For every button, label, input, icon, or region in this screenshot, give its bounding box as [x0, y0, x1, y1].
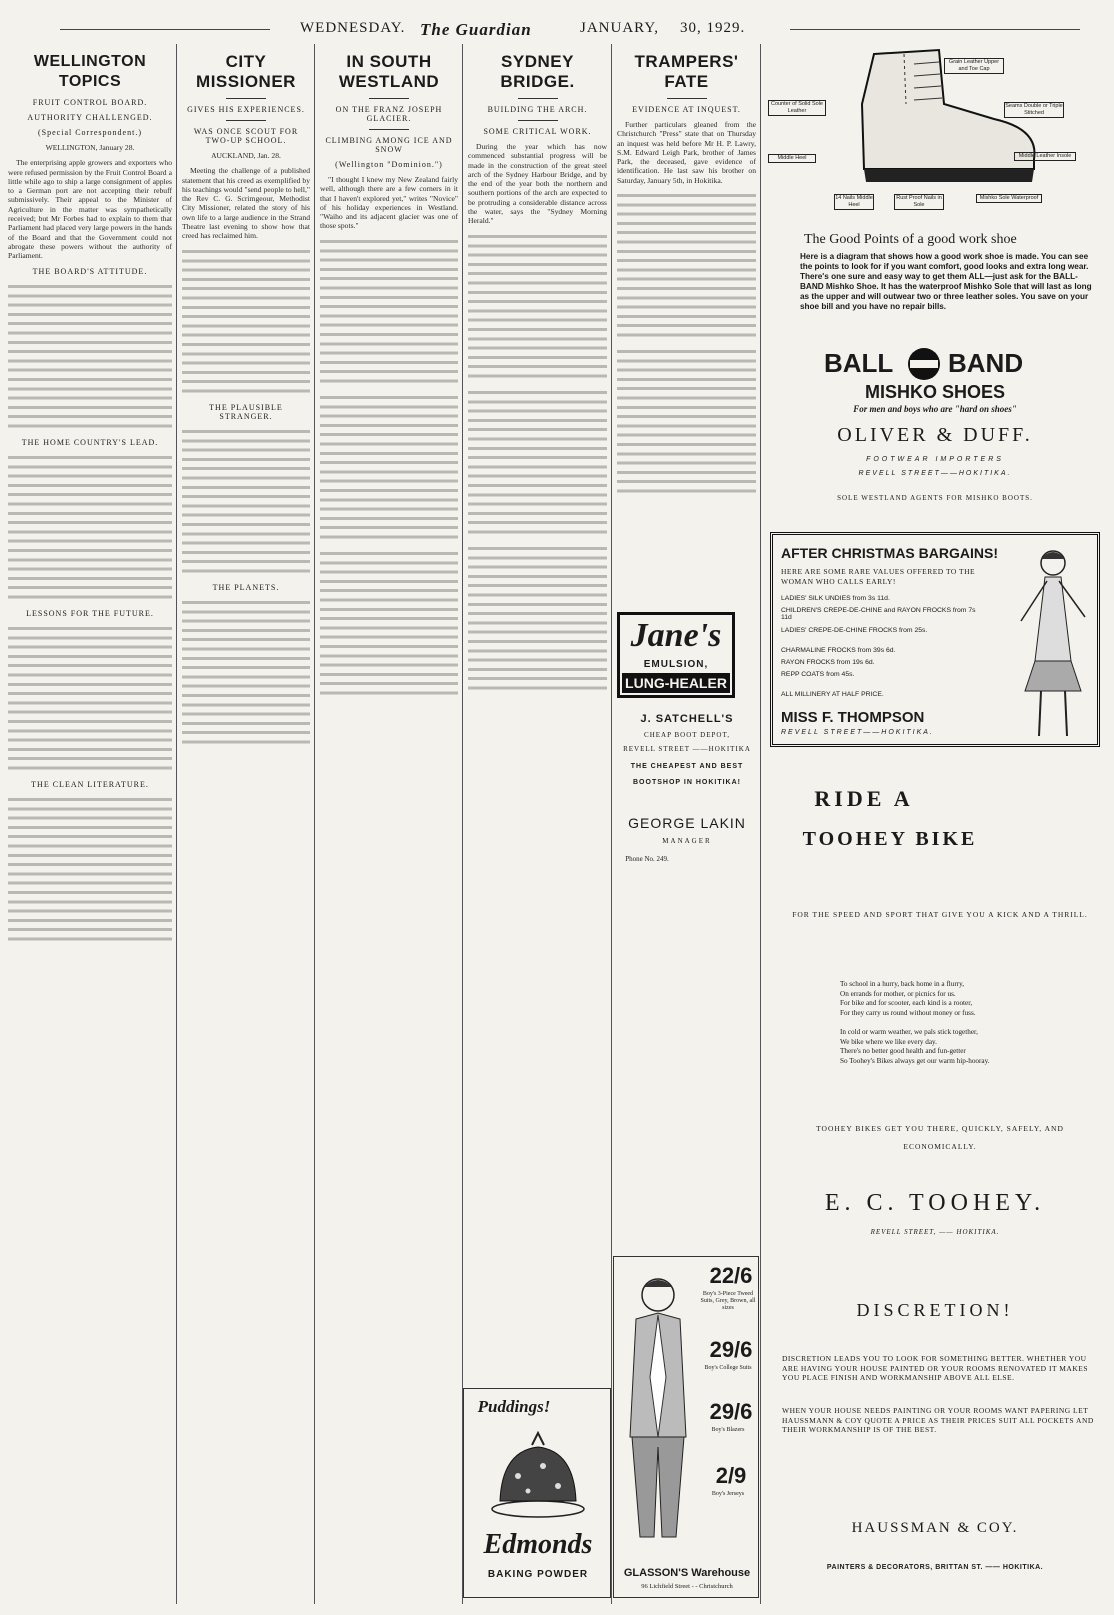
- bargains-ad: [770, 532, 1100, 747]
- article-body: [320, 237, 458, 387]
- article-body: [468, 232, 607, 382]
- article-trampers-fate: [613, 44, 760, 609]
- edmonds-ad: [463, 1388, 611, 1598]
- satchell-addr: REVELL STREET ——HOKITIKA: [623, 745, 751, 753]
- satchell-line2: BOOTSHOP IN HOKITIKA!: [633, 779, 741, 786]
- article-body: [320, 393, 458, 543]
- article-body: [182, 247, 310, 397]
- ballband-emblem-icon: [906, 346, 942, 382]
- satchell-ad: [617, 705, 757, 935]
- toohey-poem: [840, 980, 1080, 1066]
- shoe-title: The Good Points of a good work shoe: [804, 232, 1017, 247]
- subhead: (Wellington "Dominion."): [335, 160, 443, 169]
- headline: WELLINGTON TOPICS: [33, 53, 147, 90]
- ballband-logo: [824, 348, 1084, 378]
- column-rule: [611, 44, 612, 1604]
- subhead: EVIDENCE AT INQUEST.: [632, 105, 741, 114]
- section-heading: THE BOARD'S ATTITUDE.: [32, 266, 148, 276]
- divider: [518, 98, 558, 99]
- shoe-label: Seams Double or Triple Stitched: [1005, 103, 1063, 116]
- glasson-price: 29/6: [709, 1399, 753, 1424]
- column-rule: [314, 44, 315, 1604]
- article-body: [468, 544, 607, 694]
- article-body: Further particulars gleaned from the Christchurch "Press" state that on Thursday an inquest was held before Mr H. P. Lawry, S.M. Edward Leigh Park, brother of James Park, the deceased, gave evidence of identification. He last saw his brother on Saturday, January 5th, in Hokitika.: [617, 120, 756, 185]
- pudding-illustration: [488, 1431, 588, 1521]
- divider: [369, 98, 409, 99]
- subhead: (Special Correspondent.): [38, 128, 142, 137]
- article-body: [8, 624, 172, 774]
- glasson-name: GLASSON'S Warehouse: [623, 1567, 751, 1579]
- article-sydney-bridge: [464, 44, 611, 1604]
- dateline: AUCKLAND, Jan. 28.: [211, 151, 281, 160]
- bargains-shop: MISS F. THOMPSON: [781, 709, 925, 726]
- masthead-day: WEDNESDAY.: [300, 20, 406, 36]
- dealer-addr: REVELL STREET——HOKITIKA.: [858, 470, 1012, 477]
- satchell-manager: GEORGE LAKIN: [628, 815, 746, 831]
- janes-tag: LUNG-HEALER: [622, 673, 730, 693]
- toohey-slogan: TOOHEY BIKES GET YOU THERE, QUICKLY, SAFELY, AND ECONOMICALLY.: [816, 1124, 1064, 1151]
- discretion-copy: DISCRETION LEADS YOU TO LOOK FOR SOMETHING BETTER. WHETHER YOU ARE HAVING YOUR HOUSE PAINTED OR YOUR ROOMS RENOVATED IT MAKES YOU PLACE FINISH AND WORKMANSHIP ABOVE ALL ELSE.: [782, 1354, 1089, 1382]
- masthead-date: 30, 1929.: [680, 20, 746, 36]
- masthead: [0, 18, 1114, 40]
- shoe-label: Middle Heel: [768, 154, 816, 163]
- dealer-sub: FOOTWEAR IMPORTERS: [866, 456, 1004, 463]
- article-body: [320, 549, 458, 699]
- discretion-title: DISCRETION!: [856, 1300, 1014, 1320]
- shoe-label: 14 Nails Middle Heel: [835, 195, 873, 208]
- article-body: During the year which has now commenced substantial progress will be made in the construction of the great steel arch of the Sydney Harbour Bridge, and by the end of the year both the northern and southern portions of the arch are expected to be protruding a considerable distance across the water, says the "Sydney Morning Herald.": [468, 142, 607, 226]
- article-body: Meeting the challenge of a published statement that his creed as exemplified by his teachings would "send people to hell," the Rev C. G. Scrimgeour, Methodist City Missioner, related the story of his own life to a large audience in the Strand Theatre last evening to show how that creed has reclaimed him.: [182, 166, 310, 241]
- toohey-title2: TOOHEY BIKE: [802, 828, 978, 850]
- divider: [667, 98, 707, 99]
- section-heading: THE CLEAN LITERATURE.: [31, 779, 149, 789]
- glasson-note: Boy's College Suits: [704, 1365, 752, 1371]
- section-heading: LESSONS FOR THE FUTURE.: [26, 608, 154, 618]
- glasson-price: 29/6: [709, 1337, 753, 1362]
- glasson-price: 2/9: [715, 1463, 747, 1488]
- article-body: "I thought I knew my New Zealand fairly well, although there are a few corners in it that I haven't explored yet," writes "Novice" of his holiday experiences in Westland. "Waiho and its adjacent glacier was one of those spots.": [320, 175, 458, 231]
- dealer-name: OLIVER & DUFF.: [837, 424, 1033, 446]
- subhead: GIVES HIS EXPERIENCES.: [187, 105, 305, 114]
- masthead-rule-left: [60, 29, 270, 30]
- dealer-agents: SOLE WESTLAND AGENTS FOR MISHKO BOOTS.: [837, 494, 1033, 502]
- shoe-label: Counter of Solid Sole Leather: [768, 100, 826, 116]
- toohey-title1: RIDE A: [814, 786, 914, 811]
- boy-in-suit-illustration: [618, 1267, 698, 1557]
- divider: [518, 120, 558, 121]
- glasson-note: Boy's 3-Piece Tweed Suits, Grey, Brown, all sizes: [700, 1291, 756, 1311]
- article-body: The enterprising apple growers and exporters who were refused permission by the Fruit Control Board a little while ago to ship a large consignment of apples to a German port are not accepting their rebuff submissively. Their appeal to the Minister of Agriculture in the matter was sympathetically received; but Mr Forbes had to explain to them that Parliament had placed very large powers in the hands of the Board and that the Government could not abrogate these powers without the authority of Parliament.: [8, 158, 172, 261]
- bargains-line: CHARMALINE FROCKS from 39s 6d.: [781, 647, 896, 654]
- poem-line: We bike where we like every day.: [840, 1037, 937, 1046]
- edmonds-pudding: Puddings!: [477, 1397, 551, 1416]
- article-body: [182, 427, 310, 577]
- article-south-westland: [316, 44, 462, 1604]
- bargains-line: CHILDREN'S CREPE-DE-CHINE and RAYON FROCKS from 7s 11d: [781, 607, 976, 621]
- article-body: [182, 598, 310, 748]
- article-body: [8, 795, 172, 945]
- section-heading: THE PLANETS.: [212, 582, 280, 592]
- satchell-phone: Phone No. 249.: [625, 855, 669, 863]
- divider: [226, 120, 266, 121]
- article-wellington-topics: [4, 44, 176, 1604]
- edmonds-product: BAKING POWDER: [487, 1569, 589, 1580]
- discretion-addr: PAINTERS & DECORATORS, BRITTAN ST. —— HOKITIKA.: [826, 1564, 1044, 1571]
- subhead: SOME CRITICAL WORK.: [483, 127, 592, 136]
- headline: IN SOUTH WESTLAND: [338, 52, 440, 91]
- glasson-note: Boy's Jerseys: [711, 1491, 745, 1497]
- bargains-intro: HERE ARE SOME RARE VALUES OFFERED TO THE WOMAN WHO CALLS EARLY!: [781, 567, 976, 586]
- section-heading: THE PLAUSIBLE STRANGER.: [209, 402, 283, 421]
- toohey-tag: FOR THE SPEED AND SPORT THAT GIVE YOU A KICK AND A THRILL.: [792, 910, 1088, 919]
- glasson-note: Boy's Blazers: [711, 1427, 745, 1433]
- glasson-ad: [613, 1256, 759, 1598]
- satchell-role: MANAGER: [662, 837, 712, 845]
- janes-emulsion-ad: [617, 612, 735, 698]
- janes-brand: Jane's: [630, 617, 722, 654]
- shoe-label: Rust Proof Nails in Sole: [894, 194, 944, 210]
- article-body: [617, 191, 756, 341]
- divider: [369, 129, 409, 130]
- shoe-copy: Here is a diagram that shows how a good work shoe is made. You can see the points to look for if you want comfort, good looks and extra long wear. There's one sure and easy way to get them ALL—just ask for the BALL-BAND Mishko Shoe. It has the waterproof Mishko Sole that will last as long as the upper and will outwear two or three leather soles. You save on your shoe bill and you have no repair bills.: [800, 252, 1092, 311]
- subhead: WAS ONCE SCOUT FOR TWO-UP SCHOOL.: [193, 127, 299, 145]
- headline: TRAMPERS' FATE: [634, 52, 739, 91]
- headline: SYDNEY BRIDGE.: [500, 52, 575, 91]
- column-rule: [176, 44, 177, 1604]
- toohey-addr: REVELL STREET, —— HOKITIKA.: [870, 1228, 1000, 1236]
- subhead: BUILDING THE ARCH.: [487, 105, 588, 114]
- subhead: FRUIT CONTROL BOARD.: [32, 98, 148, 107]
- subhead: AUTHORITY CHALLENGED.: [27, 113, 153, 122]
- masthead-rule-right: [790, 29, 1080, 30]
- satchell-name: J. SATCHELL'S: [640, 713, 734, 725]
- discretion-copy2: WHEN YOUR HOUSE NEEDS PAINTING OR YOUR ROOMS WANT PAPERING LET HAUSSMANN & COY QUOTE A PRICE AS THEIR PRICES SUIT ALL POCKETS AND THEIR WORKMANSHIP IS OF THE BEST.: [782, 1406, 1094, 1434]
- column-rule: [760, 44, 761, 1604]
- masthead-month: JANUARY,: [580, 20, 659, 36]
- glasson-price: 22/6: [709, 1263, 753, 1288]
- toohey-name: E. C. TOOHEY.: [824, 1190, 1046, 1216]
- brand-right: BAND: [948, 348, 1024, 378]
- bargains-line: REPP COATS from 45s.: [781, 671, 855, 678]
- dateline: WELLINGTON, January 28.: [45, 143, 135, 152]
- bargains-title: AFTER CHRISTMAS BARGAINS!: [781, 545, 998, 561]
- edmonds-brand: Edmonds: [483, 1529, 593, 1560]
- bargains-line: RAYON FROCKS from 19s 6d.: [781, 659, 875, 666]
- shoe-label: Mishko Sole Waterproof: [976, 194, 1042, 203]
- column-rule: [462, 44, 463, 1604]
- bargains-line: LADIES' CREPE-DE-CHINE FROCKS from 25s.: [781, 627, 928, 634]
- janes-sub: EMULSION,: [643, 659, 709, 670]
- divider: [226, 98, 266, 99]
- article-city-missioner: [178, 44, 314, 1604]
- masthead-paper: The Guardian: [420, 20, 532, 39]
- poem-line: On errands for mother, or picnics for us.: [840, 989, 956, 998]
- section-heading: THE HOME COUNTRY'S LEAD.: [21, 437, 159, 447]
- shoe-tagline: For men and boys who are "hard on shoes": [853, 404, 1017, 414]
- poem-line: There's no better good health and fun-getter: [840, 1047, 966, 1055]
- brand-line: MISHKO SHOES: [864, 382, 1006, 402]
- article-body: [617, 347, 756, 497]
- woman-in-slip-illustration: [1005, 541, 1095, 741]
- shoe-label: Middle Leather Insole: [1014, 152, 1076, 161]
- poem-line: For they carry us round without money or fuss.: [840, 1008, 976, 1017]
- poem-line: To school in a hurry, back home in a flurry,: [840, 980, 965, 988]
- subhead: ON THE FRANZ JOSEPH GLACIER.: [335, 105, 443, 123]
- glasson-addr: 96 Lichfield Street - - Christchurch: [641, 1583, 733, 1590]
- subhead: CLIMBING AMONG ICE AND SNOW: [325, 136, 453, 154]
- shoe-label: Grain Leather Upper and Toe Cap: [944, 58, 1004, 74]
- poem-line: For bike and for scooter, each kind is a rooter,: [840, 999, 973, 1007]
- article-body: [468, 388, 607, 538]
- poem-line: So Toohey's Bikes always get our warm hip-hooray.: [840, 1056, 990, 1065]
- satchell-line1: THE CHEAPEST AND BEST: [630, 763, 744, 770]
- bargains-addr: REVELL STREET——HOKITIKA.: [781, 729, 934, 736]
- bargains-line: LADIES' SILK UNDIES from 3s 11d.: [781, 595, 890, 602]
- poem-line: In cold or warm weather, we pals stick together,: [840, 1028, 978, 1036]
- discretion-name: HAUSSMAN & COY.: [851, 1520, 1019, 1536]
- bargains-line: ALL MILLINERY AT HALF PRICE.: [781, 691, 884, 698]
- satchell-sub: CHEAP BOOT DEPOT,: [644, 731, 730, 739]
- article-body: [8, 453, 172, 603]
- brand-left: BALL: [824, 348, 894, 378]
- article-body: [8, 282, 172, 432]
- headline: CITY MISSIONER: [196, 52, 296, 91]
